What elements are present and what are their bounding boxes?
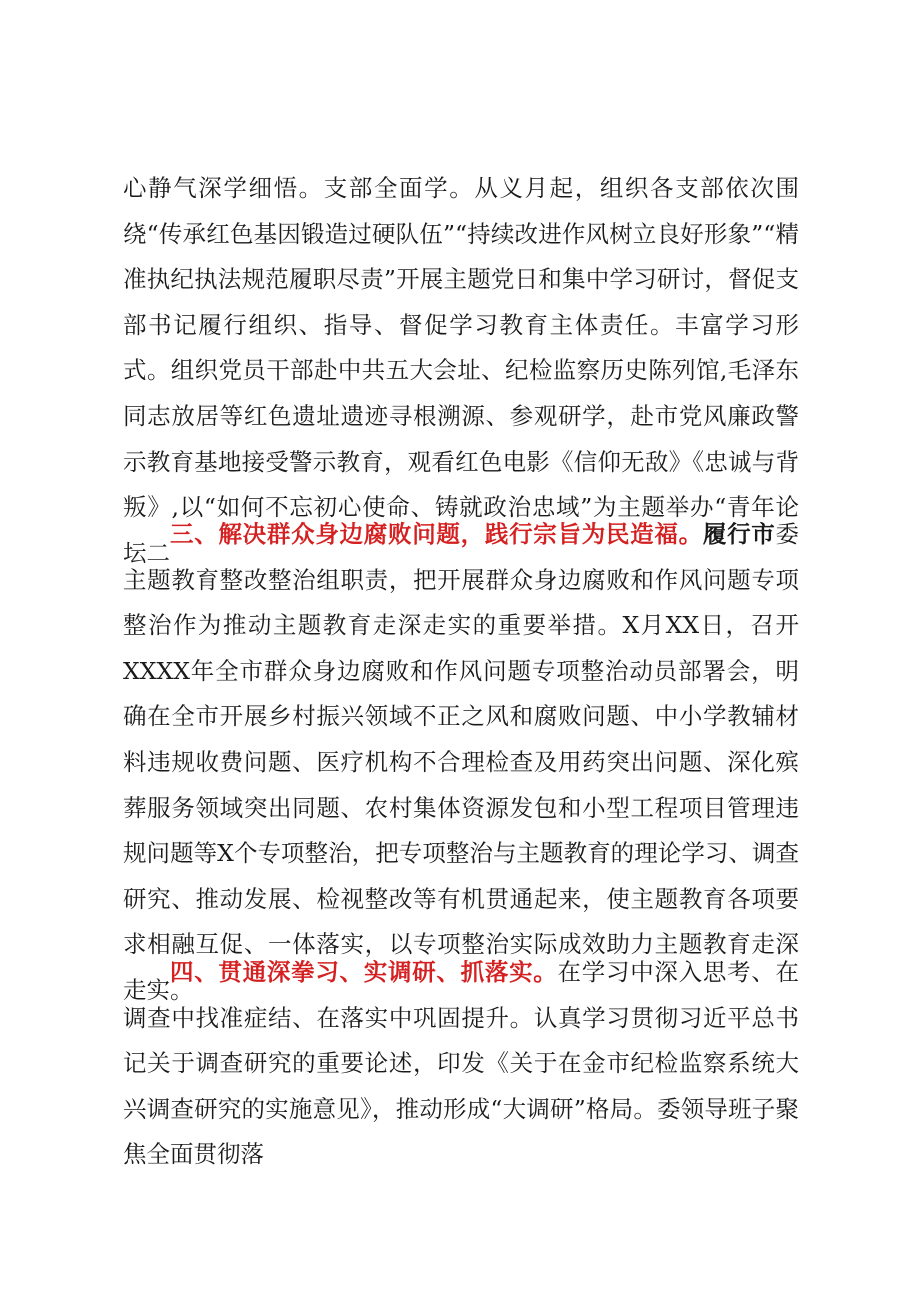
paragraph-body: 心静气深学细悟。支部全面学。从义月起，组织各支部依次围绕“传承红色基因锻造过硬队伍”“持续改进作风树立良好形象”“精准执纪执法规范履职尽责”开展主题党日和集中学习研讨，督促支部书记履行组织、指导、督促学习教育主体责任。丰富学习形式。组织党员干部赴中共五大会址、纪检监察历史陈列馆,毛泽东同志放居等红色遗址遗迹寻根溯源、参观研学，赴市党风廉政警示教育基地接受警示教育，观看红色电影《信仰无敌》《忠诚与背叛》,以“如何不忘初心使命、铸就政治忠域”为主题举办“青年论坛二: [123, 174, 799, 567]
section-heading: 三、解决群众身边腐败问题，践行宗旨为民造福。: [170, 520, 703, 548]
section-heading: 四、贯通深拳习、实调研、抓落实。: [170, 958, 558, 986]
paragraph-body: 委主题教育整改整治组职责，把开展群众身边腐败和作风问题专项整治作为推动主题教育走深走实的重要举措。X月XX日，召开XXXX年全市群众身边腐败和作风问题专项整治动员部署会，明确在全市开展乡村振兴领域不正之风和腐败问题、中小学教辅材料违规收费问题、医疗机构不合理检查及用药突出问题、深化殡葬服务领域突出同题、农村集体资源发包和小型工程项目管理违规问题等X个专项整治，把专项整治与主题教育的理论学习、调查研究、推动发展、检视整改等有机贯通起来，使主题教育各项要求相融互促、一体落实，以专项整治实际成效助力主题教育走深走实。: [123, 520, 800, 1004]
paragraph-section-three: [123, 512, 799, 1014]
paragraph-section-four: [123, 950, 799, 1178]
paragraph-lead: 履行市: [702, 520, 776, 548]
paragraph-body: 在学习中深入思考、在调查中找准症结、在落实中巩固提升。认真学习贯彻习近平总书记关于调查研究的重要论述，印发《关于在金市纪检监察系统大兴调查研究的实施意见》，推动形成“大调研”格局。委领导班子聚焦全面贯彻落: [123, 958, 800, 1169]
